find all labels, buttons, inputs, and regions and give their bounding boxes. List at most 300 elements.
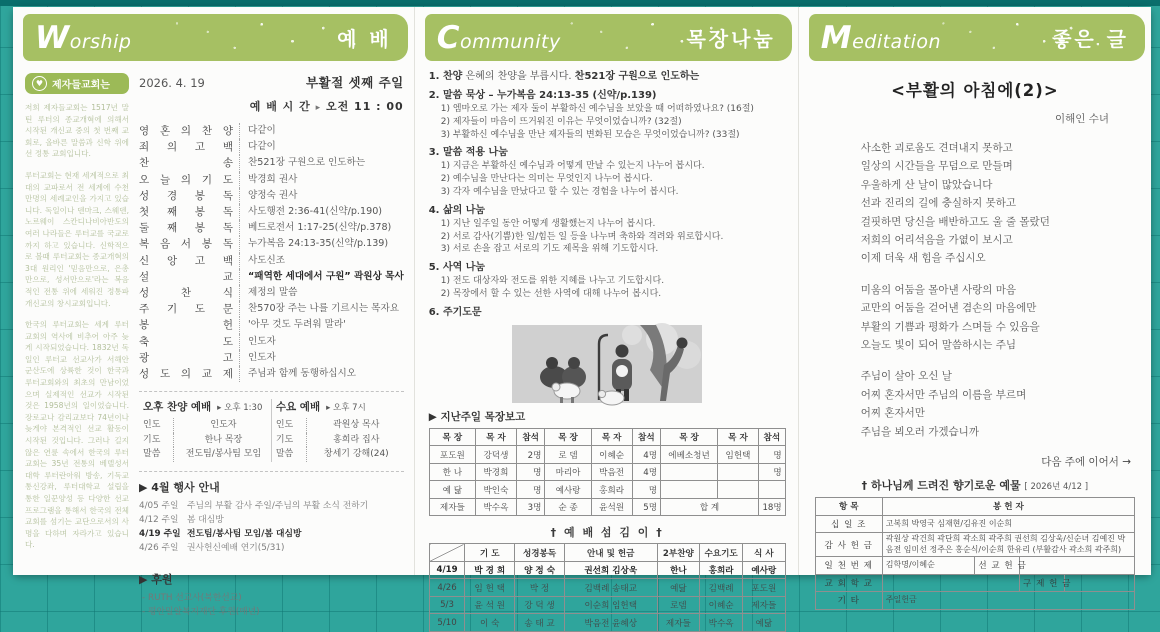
service-row-label: 말씀 <box>143 449 161 460</box>
meditation-header-korean: 좋은 글 <box>1052 27 1129 51</box>
order-value: 인도자 <box>239 334 404 350</box>
order-row <box>139 285 404 301</box>
order-row <box>139 366 404 382</box>
worship-panel <box>13 7 414 617</box>
community-header-korean: 목장나눔 <box>686 27 776 51</box>
table-cell: 김학명/이혜순 <box>882 557 975 575</box>
column-header: 목 장 <box>661 428 718 446</box>
table-cell: 박 경 희 <box>465 561 515 579</box>
events-list <box>139 499 404 555</box>
event-row <box>139 527 404 541</box>
poem-line: 주님을 뵈오러 가겠습니까 <box>860 425 979 438</box>
service-row-value: 창세기 강해(24) <box>306 447 400 462</box>
service-row-label: 기도 <box>275 434 294 445</box>
table-row <box>815 557 1134 575</box>
column-header <box>429 544 465 562</box>
community-header <box>425 14 792 61</box>
section-heading: 1. 찬양 은혜의 찬양을 부릅시다. 찬521장 구원으로 인도하는 <box>428 71 700 82</box>
order-label: 성 도 의 교 제 <box>139 368 233 381</box>
column-header: 수요기도 <box>700 544 743 562</box>
table-cell: 예 닮 <box>429 481 475 499</box>
service-date: 2026. 4. 19 <box>139 76 205 90</box>
table-cell: 제자들 <box>742 596 785 614</box>
section-item: 3) 부활하신 예수님을 만난 제자들의 변화된 모습은 무엇이었습니까? (33절) <box>440 129 740 140</box>
service-column <box>139 399 271 462</box>
table-cell: 에베소청년 <box>661 446 718 464</box>
offering-title <box>815 477 1135 493</box>
column-header: 참석 <box>516 428 544 446</box>
section-item: 3) 각자 예수님을 만났다고 할 수 있는 경험을 나누어 봅시다. <box>440 186 679 197</box>
service-time-label: 예 배 시 간 <box>249 100 311 113</box>
poem-line: 일상의 시간들을 무덤으로 만들며 <box>860 160 1013 173</box>
order-row <box>139 317 404 333</box>
order-row <box>139 204 404 220</box>
table-cell: 제자들 <box>657 614 700 632</box>
table-cell: 구 제 헌 금 <box>1020 574 1065 592</box>
table-cell: 강덕생 <box>475 446 516 464</box>
service-row <box>276 418 400 433</box>
table-cell <box>758 481 785 499</box>
column-header: 안내 및 헌금 <box>564 544 657 562</box>
table-cell: 예사랑 <box>742 561 785 579</box>
table-cell: 4/26 <box>429 579 465 597</box>
church-intro-label <box>25 73 129 94</box>
servers-title: † 예 배 섬 김 이 † <box>550 526 664 540</box>
table-row <box>815 574 1134 592</box>
order-value: 사도신조 <box>239 253 404 269</box>
table-cell: 로뎀 <box>657 596 700 614</box>
order-value: 찬570장 주는 나를 기르시는 목자요 <box>239 301 404 317</box>
table-row <box>429 498 785 516</box>
event-row <box>139 499 404 513</box>
table-cell: 한나 <box>657 561 700 579</box>
table-cell: 박 정 <box>515 579 565 597</box>
section-heading: 2. 말씀 묵상 – 누가복음 24:13-35 (신약/p.139) <box>428 90 657 101</box>
poem-line: 걸핏하면 당신을 배반하고도 울 줄 몰랐던 <box>860 215 1050 228</box>
table-cell: 명 <box>516 463 544 481</box>
worship-header <box>23 14 408 61</box>
table-cell: 기 타 <box>815 592 882 610</box>
order-row <box>139 123 404 139</box>
table-cell: 포도원 <box>742 579 785 597</box>
report-title: ▶ 지난주일 목장보고 <box>428 410 526 423</box>
order-value: 박경희 권사 <box>239 172 404 188</box>
service-row-label: 기도 <box>143 434 161 445</box>
table-cell: 교 회 학 교 <box>815 574 882 592</box>
table-row <box>429 579 785 597</box>
poem-title: <부활의 아침에(2)> <box>891 81 1059 100</box>
table-cell: 4/19 <box>429 561 465 579</box>
event-date: 4/19 주일 <box>139 528 181 539</box>
table-row <box>429 596 785 614</box>
table-cell: 박수옥 <box>475 498 516 516</box>
column-header: 봉 헌 자 <box>882 498 1134 516</box>
service-time-small: ▸ 오후 1:30 <box>217 403 263 414</box>
service-rows <box>143 418 267 462</box>
table-cell: 홍희라 <box>700 561 743 579</box>
table-cell: 이혜순 <box>700 596 743 614</box>
section-item: 2) 목장에서 할 수 있는 선한 사역에 대해 나누어 봅시다. <box>440 288 662 299</box>
order-label: 봉 헌 <box>139 319 233 332</box>
table-cell: 2명 <box>516 446 544 464</box>
servers-table-wrap <box>429 543 786 632</box>
offering-title-text: † 하나님께 드려진 향기로운 예물 <box>861 479 1021 493</box>
worship-body <box>13 61 414 619</box>
order-label: 성 찬 식 <box>139 287 233 300</box>
table-cell: 홍희라 <box>591 481 632 499</box>
service-row <box>143 433 267 448</box>
table-cell: 제자들 <box>429 498 475 516</box>
table-cell: 명 <box>632 481 660 499</box>
arrow-icon: ▸ <box>315 103 322 113</box>
order-label: 주 기 도 문 <box>139 303 233 316</box>
meditation-header <box>809 14 1145 61</box>
continuation-note: 다음 주에 이어서 → <box>1041 456 1131 469</box>
support-title: ▶ 후원 <box>139 572 173 586</box>
poem-line: 이제 더욱 새 힘을 주십시오 <box>860 252 986 265</box>
poem-line: 주님이 살아 오신 날 <box>860 370 952 383</box>
table-cell: 포도원 <box>429 446 475 464</box>
section-heading: 5. 사역 나눔 <box>428 262 486 274</box>
table-cell: 4명 <box>632 463 660 481</box>
event-desc: 봄 대심방 <box>187 514 224 525</box>
table-cell: 명 <box>758 446 785 464</box>
community-section <box>429 306 786 320</box>
event-date: 4/05 주일 <box>139 500 179 511</box>
table-cell: 5/3 <box>429 596 465 614</box>
service-row-value: 한나 목장 <box>173 433 267 448</box>
table-row <box>429 446 785 464</box>
table-header-row <box>815 498 1134 516</box>
poem-line: 오늘도 빛이 되어 말씀하시는 주님 <box>860 339 1017 352</box>
table-cell <box>1020 557 1135 575</box>
table-row <box>815 533 1134 557</box>
service-title: 수요 예배 <box>275 401 321 414</box>
table-cell <box>661 463 718 481</box>
table-cell: 김백례 송태교 <box>564 579 657 597</box>
community-panel <box>414 7 799 629</box>
order-row <box>139 172 404 188</box>
table-cell: 주일헌금 <box>882 592 1134 610</box>
column-header: 성경봉독 <box>515 544 565 562</box>
poem-line: 사소한 괴로움도 견뎌내지 못하고 <box>860 142 1013 154</box>
service-row-value: 곽원상 목사 <box>306 418 400 433</box>
event-date: 4/12 주일 <box>139 514 179 525</box>
table-cell: 선 교 헌 금 <box>975 557 1020 575</box>
event-desc: 주님의 부활 감사 주일/주님의 부활 소식 전하기 <box>187 500 369 511</box>
order-label: 둘 째 봉 독 <box>139 222 233 235</box>
community-section <box>429 70 786 84</box>
section-item: 1) 엠마오로 가는 제자 둘이 부활하신 예수님을 보았을 때 어떠하였나요? (16절) <box>440 104 754 114</box>
bulletin-sheet <box>13 7 1151 629</box>
table-cell: 순 종 <box>545 498 591 516</box>
poem-stanza <box>861 281 1135 355</box>
order-label: 첫 째 봉 독 <box>139 206 233 219</box>
poem-line: 어찌 혼자서만 주님의 이름을 부르며 <box>860 388 1027 401</box>
support-item: - 평안밀알복지재단 후원(매년) <box>142 606 260 617</box>
order-value: 인도자 <box>239 350 404 366</box>
section-heading: 3. 말씀 적용 나눔 <box>428 147 508 159</box>
table-cell: 감 사 헌 금 <box>815 533 882 557</box>
table-cell: 이혜순 <box>591 446 632 464</box>
table-cell: 임 헌 택 <box>465 579 515 597</box>
event-row <box>139 541 404 555</box>
table-cell <box>718 463 759 481</box>
events-title: ▶ 4월 행사 안내 <box>139 480 220 494</box>
order-label: 찬 송 <box>139 157 233 170</box>
sunday-title: 부활절 셋째 주일 <box>305 75 404 90</box>
section-item: 1) 지금은 부활하신 예수님과 어떻게 만날 수 있는지 나누어 봅시다. <box>440 161 705 172</box>
order-value: 다같이 <box>239 139 404 155</box>
column-header: 목 자 <box>591 428 632 446</box>
table-row <box>815 515 1134 533</box>
table-cell: 5/10 <box>429 614 465 632</box>
community-section <box>429 146 786 198</box>
table-cell: 박인숙 <box>475 481 516 499</box>
order-value: 찬521장 구원으로 인도하는 <box>239 155 404 171</box>
church-intro-text <box>25 102 129 551</box>
table-cell: 4명 <box>632 446 660 464</box>
service-time-small: ▸ 오후 7시 <box>326 403 366 414</box>
shepherd-illustration <box>512 325 702 403</box>
table-cell: 예닮 <box>657 579 700 597</box>
cutting-mat-top-strip <box>0 0 1160 6</box>
service-row <box>276 433 400 448</box>
event-date: 4/26 주일 <box>139 542 179 553</box>
table-cell <box>718 481 759 499</box>
table-cell: 예사랑 <box>545 481 591 499</box>
table-cell: 양 정 숙 <box>515 561 565 579</box>
community-section <box>429 261 786 301</box>
table-row <box>429 614 785 632</box>
community-section <box>429 204 786 256</box>
community-header-latin: Community <box>436 19 561 56</box>
support-item: - RUTH 선교사(북한선교) <box>142 592 242 603</box>
order-label: 성 경 봉 독 <box>139 189 233 202</box>
service-column <box>271 399 404 462</box>
service-rows <box>276 418 400 462</box>
table-cell: 5명 <box>632 498 660 516</box>
service-row-value: 인도자 <box>173 418 267 433</box>
table-cell: 이순희 임헌택 <box>564 596 657 614</box>
intro-paragraph: 한국의 루터교회는 세계 루터 교회의 역사에 비추어 아주 늦게 시작되었습니다. 1832년 독일인 루터교 선교사가 서해안 군산도에 상륙한 것이 한국과 루터교회와의 최초의 만남이었으며 실제적인 선교가 시작된 것은 1958년의 일이었습니다. 장로교나 감리교보다 74년이나 늦게야 본격적인 선교 활동이 시작된 것입니다. 그러나 길지 않은 연륜 속에서 한국의 루터교회는 35년 전통의 베델성서대학 루터란아워 방송, 기독교 통신강좌, 루터대학교 설립을 통한 일꾼양성 등 다양한 선교 프로그램을 통해서 한국의 전체 교회를 섬기는 교단으로서의 사명을 다하며 자라가고 있습니다. <box>25 320 129 550</box>
offering-date-note: [ 2026년 4/12 ] <box>1024 482 1089 493</box>
service-row-label: 말씀 <box>275 449 294 460</box>
table-row <box>429 561 785 579</box>
order-label: 축 도 <box>139 335 233 348</box>
order-value: 다같이 <box>239 123 404 139</box>
table-cell: 명 <box>758 463 785 481</box>
community-sections <box>429 70 786 320</box>
service-time-value: 오전 11 : 00 <box>325 100 404 113</box>
poem-line: 어찌 혼자서만 <box>860 407 925 420</box>
table-cell: 한 나 <box>429 463 475 481</box>
order-value: “패역한 세대에서 구원” 곽원상 목사 <box>239 269 404 285</box>
poem <box>861 139 1135 441</box>
order-row <box>139 155 404 171</box>
report-table-wrap <box>429 428 786 517</box>
table-cell: 박음전 윤혜상 <box>564 614 657 632</box>
column-header: 참석 <box>632 428 660 446</box>
table-header-row <box>429 428 785 446</box>
poem-line: 부활의 기쁨과 평화가 스며들 수 있음을 <box>860 320 1040 333</box>
order-row <box>139 139 404 155</box>
table-cell <box>661 481 718 499</box>
column-header: 목 자 <box>475 428 516 446</box>
worship-order-list <box>139 123 404 382</box>
table-cell: 임헌택 <box>718 446 759 464</box>
order-row <box>139 236 404 252</box>
order-value: 베드로전서 1:17-25(신약/p.378) <box>239 220 404 236</box>
table-header-row <box>429 544 785 562</box>
order-value: 제정의 말씀 <box>239 285 404 301</box>
intro-paragraph: 저희 제자들교회는 1517년 말틴 루터의 종교개혁에 의해서 시작된 개신교 중의 첫 번째 교회로, 올바른 말씀과 신학 위에 선 정통 교회입니다. <box>25 103 129 159</box>
section-item: 1) 지난 일주일 동안 어떻게 생활했는지 나누어 봅시다. <box>440 218 656 229</box>
table-cell: 박수옥 <box>700 614 743 632</box>
event-desc: 권사헌신예배 연기(5/31) <box>187 542 285 553</box>
table-cell: 예닮 <box>742 614 785 632</box>
section-item: 2) 예수님을 만난다는 의미는 무엇인지 나누어 봅시다. <box>440 174 653 185</box>
data-table <box>429 428 786 517</box>
table-cell: 윤 석 원 <box>465 596 515 614</box>
heart-icon: ♥ <box>32 76 47 91</box>
table-cell: 김백례 <box>700 579 743 597</box>
table-cell: 18명 <box>758 498 785 516</box>
section-item: 1) 전도 대상자와 전도를 위한 지혜를 나누고 기도합시다. <box>440 276 665 287</box>
community-section <box>429 89 786 141</box>
poem-line: 우울하게 산 날이 많았습니다 <box>860 178 993 191</box>
order-row <box>139 350 404 366</box>
section-heading: 6. 주기도문 <box>428 306 482 318</box>
community-body <box>415 61 798 632</box>
column-header: 참석 <box>758 428 785 446</box>
order-label: 광 고 <box>139 351 233 364</box>
order-row <box>139 334 404 350</box>
table-cell: 곽원상 곽건희 곽단희 곽소희 곽주희 권선희 김상욱/신순녀 김예진 박음전 임미선 정주은 홍순식/이순희 한유리 (부활감사 곽소희 곽주희) <box>882 533 1134 557</box>
column-header: 기 도 <box>465 544 515 562</box>
table-cell: 권선희 김상욱 <box>564 561 657 579</box>
offering-table <box>815 497 1135 610</box>
table-cell: 고복희 박영국 심재현/김유진 이순희 <box>882 515 1134 533</box>
church-intro-label-text: 제자들교회는 <box>52 80 110 91</box>
poem-author: 이해인 수녀 <box>1054 113 1109 125</box>
table-row <box>815 592 1134 610</box>
service-row-value: 홍희라 집사 <box>306 433 400 448</box>
order-value: 주님과 함께 동행하십시오 <box>239 366 404 382</box>
column-header: 항 목 <box>815 498 882 516</box>
poem-stanza <box>861 139 1135 268</box>
column-header: 목 자 <box>718 428 759 446</box>
table-cell: 윤석원 <box>591 498 632 516</box>
order-label: 오 늘 의 기 도 <box>139 173 233 186</box>
meditation-header-latin: Meditation <box>820 19 942 56</box>
poem-line: 교만의 어둠을 걷어낸 겸손의 마음에만 <box>860 302 1037 315</box>
divider <box>139 471 404 472</box>
worship-main <box>139 73 404 619</box>
table-cell: 로 뎀 <box>545 446 591 464</box>
order-label: 신 앙 고 백 <box>139 254 233 267</box>
column-header: 식 사 <box>742 544 785 562</box>
data-table <box>429 543 786 632</box>
order-value: 누가복음 24:13-35(신약/p.139) <box>239 236 404 252</box>
table-cell: 3명 <box>516 498 544 516</box>
worship-header-korean: 예 배 <box>337 27 392 51</box>
church-intro-sidebar <box>25 73 129 619</box>
table-cell: 송 태 교 <box>515 614 565 632</box>
order-row <box>139 220 404 236</box>
table-cell: 명 <box>516 481 544 499</box>
divider <box>139 391 404 392</box>
column-header: 2부찬양 <box>657 544 700 562</box>
order-label: 영 혼 의 찬 양 <box>139 125 233 137</box>
poem-line: 저희의 어리석음을 가엾이 보시고 <box>860 234 1013 247</box>
column-header: 목 장 <box>429 428 475 446</box>
order-value: 양정숙 권사 <box>239 188 404 204</box>
service-row-label: 인도 <box>143 420 161 431</box>
service-row-value: 전도팀/봉사팀 모임 <box>173 447 267 462</box>
service-row <box>143 447 267 462</box>
table-cell: 박경희 <box>475 463 516 481</box>
worship-header-latin: Worship <box>35 19 132 56</box>
other-services <box>139 399 404 462</box>
table-cell: 십 일 조 <box>815 515 882 533</box>
order-row <box>139 301 404 317</box>
table-cell <box>1064 574 1134 592</box>
support-block <box>139 571 404 619</box>
table-cell: 마리아 <box>545 463 591 481</box>
offering-table-wrap <box>815 497 1135 610</box>
poem-line: 선과 진리의 길에 충실하지 못하고 <box>860 197 1017 210</box>
service-row <box>143 418 267 433</box>
table-row <box>429 481 785 499</box>
section-item: 2) 제자들이 마음이 뜨거워진 이유는 무엇이었습니까? (32절) <box>440 116 682 127</box>
section-item: 2) 서로 감사(기쁨)한 일/힘든 일 등을 나누며 축하와 격려와 위로합시다. <box>440 231 724 242</box>
column-header: 목 장 <box>545 428 591 446</box>
order-value: '아무 것도 두려워 말라' <box>239 317 404 333</box>
event-row <box>139 513 404 527</box>
poem-line: 미움의 어둠을 몰아낸 사랑의 마음 <box>860 283 1017 296</box>
intro-paragraph: 루터교회는 현재 세계적으로 최대의 교파로서 전 세계에 수천만명의 세례교인을 가지고 있습니다. 독일이나 덴마크, 스웨덴, 노르웨이 스칸디나비아반도의 여러 나라들은 루터교를 국교로까지 하고 있습니다. 신학적으로 볼때 루터교회는 종교개혁의 3대 원리인 '믿음만으로, 은총만으로, 성서만으로'라는 복음적인 전통 위에 세워진 정통파 개신교의 창시교회입니다. <box>25 170 129 308</box>
order-row <box>139 253 404 269</box>
order-label: 설 교 <box>139 270 233 283</box>
table-row <box>429 463 785 481</box>
service-title-row <box>143 399 267 414</box>
service-title-row <box>276 399 400 414</box>
table-cell: 합 계 <box>661 498 759 516</box>
poem-stanza <box>861 367 1135 441</box>
table-cell: 이 숙 <box>465 614 515 632</box>
order-label: 복 음 서 봉 독 <box>139 238 233 251</box>
table-cell: 박음전 <box>591 463 632 481</box>
service-title: 오후 찬양 예배 <box>143 401 212 414</box>
meditation-body <box>799 61 1151 610</box>
order-value: 사도행전 2:36-41(신약/p.190) <box>239 204 404 220</box>
service-row <box>276 447 400 462</box>
event-desc: 전도팀/봉사팀 모임/봄 대심방 <box>187 528 302 539</box>
table-cell: 일 천 번 제 <box>815 557 882 575</box>
table-cell <box>882 574 1019 592</box>
service-info-row <box>139 73 404 91</box>
service-row-label: 인도 <box>275 420 294 431</box>
table-cell: 강 덕 생 <box>515 596 565 614</box>
meditation-panel <box>799 7 1151 607</box>
support-list <box>139 591 404 619</box>
section-heading: 4. 삶의 나눔 <box>428 204 486 216</box>
order-row <box>139 269 404 285</box>
order-label: 죄 의 고 백 <box>139 141 233 154</box>
service-time <box>139 98 404 114</box>
order-row <box>139 188 404 204</box>
